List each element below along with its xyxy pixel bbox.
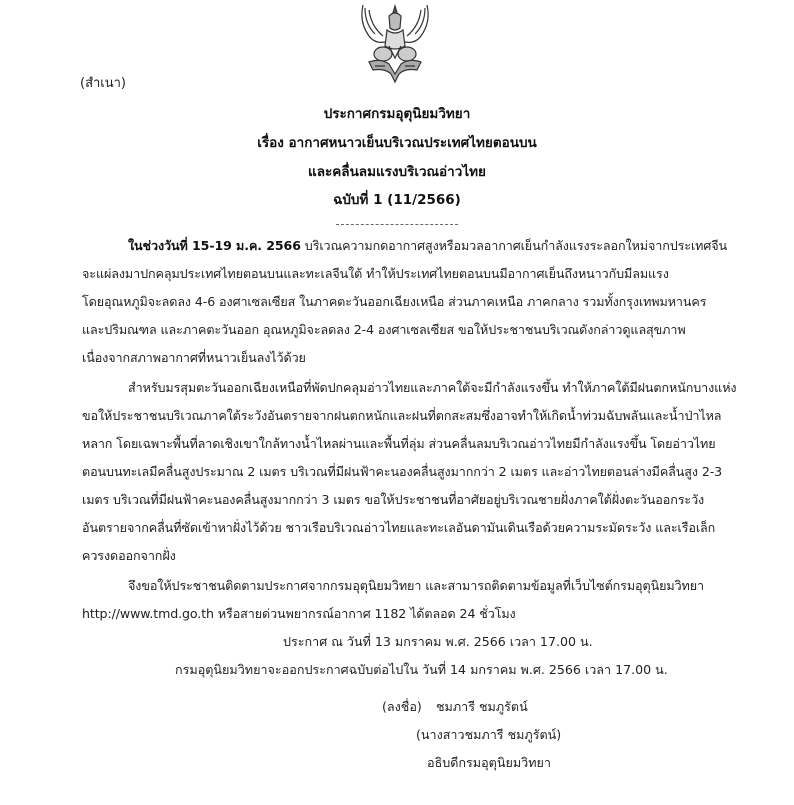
paragraph1-line1: ในช่วงวันที่ 15-19 ม.ค. 2566 บริเวณความกดอากาศสูงหรือมวลอากาศเย็นกำลังแรงระลอกใหม่จากประเทศจีน xyxy=(128,238,728,253)
paragraph2-line4: ตอนบนทะเลมีคลื่นสูงประมาณ 2 เมตร บริเวณที่มีฝนฟ้าคะนองคลื่นสูงมากกว่า 2 เมตร และอ่าวไทยตอนล่างมีคลื่นสูง 2-3 xyxy=(82,464,723,479)
signed-label: (ลงชื่อ) xyxy=(382,699,422,714)
announcement-title: ประกาศกรมอุตุนิยมวิทยา xyxy=(323,106,471,122)
divider xyxy=(336,224,458,225)
paragraph3-line2: http://www.tmd.go.th หรือสายด่วนพยากรณ์อากาศ 1182 ได้ตลอด 24 ชั่วโมง xyxy=(82,606,516,621)
announcement-subject: เรื่อง อากาศหนาวเย็นบริเวณประเทศไทยตอนบน xyxy=(257,135,537,151)
paragraph2-line6: อันตรายจากคลื่นที่ซัดเข้าหาฝั่งไว้ด้วย ชาวเรือบริเวณอ่าวไทยและทะเลอันดามันเดินเรือด้วยความระมัดระวัง และเรือเล็ก xyxy=(82,520,716,535)
paragraph2-line2: ขอให้ประชาชนบริเวณภาคใต้ระวังอันตรายจากฝนตกหนักและฝนที่ตกสะสมซึ่งอาจทำให้เกิดน้ำท่วมฉับพลันและน้ำป่าไหล xyxy=(82,408,722,423)
announcement-subject-cont: และคลื่นลมแรงบริเวณอ่าวไทย xyxy=(308,164,486,180)
garuda-emblem-icon xyxy=(355,2,435,84)
signatory-position: อธิบดีกรมอุตุนิยมวิทยา xyxy=(427,755,551,770)
paragraph2-line7: ควรงดออกจากฝั่ง xyxy=(82,548,176,563)
announced-date: ประกาศ ณ วันที่ 13 มกราคม พ.ศ. 2566 เวลา 17.00 น. xyxy=(283,634,593,649)
signed-name: ชมภารี ชมภูรัตน์ xyxy=(436,699,528,714)
copy-label: (สำเนา) xyxy=(80,76,127,91)
paragraph3-line1: จึงขอให้ประชาชนติดตามประกาศจากกรมอุตุนิยมวิทยา และสามารถติดตามข้อมูลที่เว็บไซต์กรมอุตุนิยมวิทยา xyxy=(128,578,704,593)
paragraph1-line4: และปริมณฑล และภาคตะวันออก อุณหภูมิจะลดลง 2-4 องศาเซลเซียส ขอให้ประชาชนบริเวณดังกล่าวดูแลสุขภาพ xyxy=(82,322,686,337)
paragraph1-line5: เนื่องจากสภาพอากาศที่หนาวเย็นลงไว้ด้วย xyxy=(82,350,306,365)
paragraph2-line3: หลาก โดยเฉพาะพื้นที่ลาดเชิงเขาใกล้ทางน้ำไหลผ่านและพื้นที่ลุ่ม ส่วนคลื่นลมบริเวณอ่าวไทยมีกำลังแรงขึ้น โดยอ่าวไทย xyxy=(82,436,716,451)
paragraph1-line3: โดยอุณหภูมิจะลดลง 4-6 องศาเซลเซียส ในภาคตะวันออกเฉียงเหนือ ส่วนภาคเหนือ ภาคกลาง รวมทั้งกรุงเทพมหานคร xyxy=(82,294,707,309)
paragraph2-line1: สำหรับมรสุมตะวันออกเฉียงเหนือที่พัดปกคลุมอ่าวไทยและภาคใต้จะมีกำลังแรงขึ้น ทำให้ภาคใต้มีฝนตกหนักบางแห่ง xyxy=(128,380,737,395)
announcement-issue-number: ฉบับที่ 1 (11/2566) xyxy=(333,192,461,208)
signatory-full-name: (นางสาวชมภารี ชมภูรัตน์) xyxy=(416,727,562,742)
date-range-bold: ในช่วงวันที่ 15-19 ม.ค. 2566 xyxy=(128,238,301,253)
website-link[interactable]: http://www.tmd.go.th xyxy=(82,606,214,621)
next-issue-notice: กรมอุตุนิยมวิทยาจะออกประกาศฉบับต่อไปใน วันที่ 14 มกราคม พ.ศ. 2566 เวลา 17.00 น. xyxy=(175,662,668,677)
paragraph2-line5: เมตร บริเวณที่มีฝนฟ้าคะนองคลื่นสูงมากกว่า 3 เมตร ขอให้ประชาชนที่อาศัยอยู่บริเวณชายฝั่งภาคใต้ฝั่งตะวันออกระวัง xyxy=(82,492,705,507)
paragraph1-line2: จะแผ่ลงมาปกคลุมประเทศไทยตอนบนและทะเลจีนใต้ ทำให้ประเทศไทยตอนบนมีอากาศเย็นถึงหนาวกับมีลมแรง xyxy=(82,266,669,281)
